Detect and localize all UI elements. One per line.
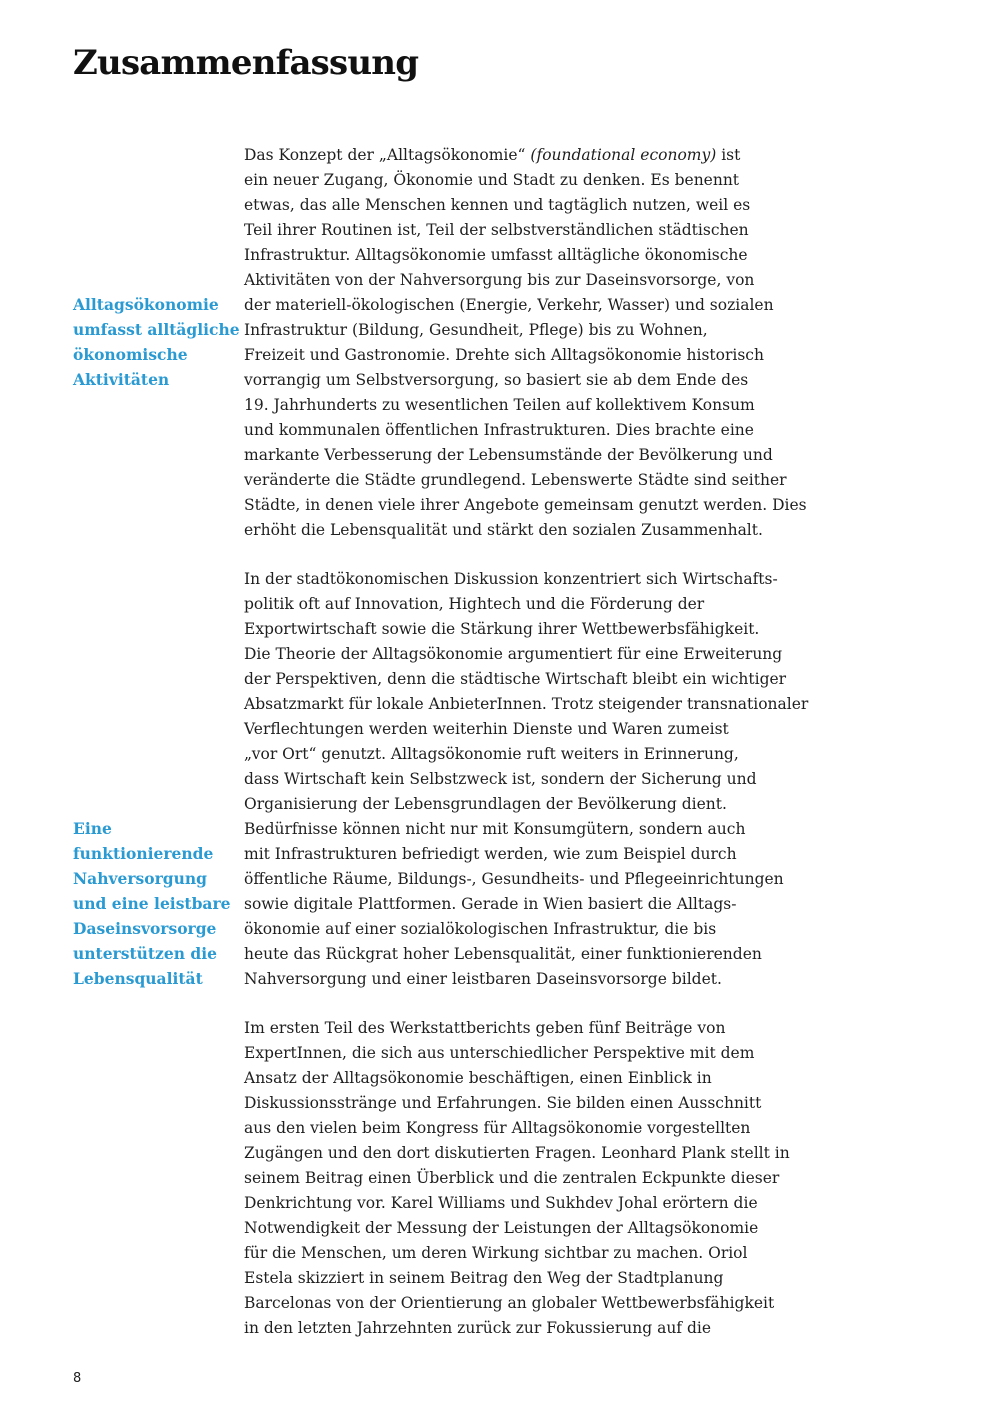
text-line: Estela skizziert in seinem Beitrag den Weg der Stadtplanung [244, 1269, 724, 1287]
text-line: Denkrichtung vor. Karel Williams und Sukhdev Johal erörtern die [244, 1194, 758, 1212]
text-line: Zugängen und den dort diskutierten Fragen. Leonhard Plank stellt in [244, 1144, 790, 1162]
sidenote-line: funktionierende [73, 844, 214, 863]
text-line: öffentliche Räume, Bildungs-, Gesundheits- und Pflegeeinrichtungen [244, 870, 784, 888]
text-line: ExpertInnen, die sich aus unterschiedlicher Perspektive mit dem [244, 1044, 755, 1062]
text-line: Infrastruktur. Alltagsökonomie umfasst alltägliche ökonomische [244, 246, 748, 264]
text-line: Exportwirtschaft sowie die Stärkung ihrer Wettbewerbsfähigkeit. [244, 620, 760, 638]
sidenote-line: ökonomische [73, 345, 188, 364]
text-line: der materiell-ökologischen (Energie, Verkehr, Wasser) und sozialen [244, 296, 774, 314]
text-line: Organisierung der Lebensgrundlagen der Bevölkerung dient. [244, 795, 727, 813]
text-line: Die Theorie der Alltagsökonomie argumentiert für eine Erweiterung [244, 645, 783, 663]
text-line: in den letzten Jahrzehnten zurück zur Fokussierung auf die [244, 1319, 712, 1337]
page-number: 8 [73, 1371, 82, 1386]
text-segment: Das Konzept der „Alltagsökonomie“ [244, 146, 531, 164]
paragraph-discussion [244, 567, 808, 992]
text-line: erhöht die Lebensqualität und stärkt den sozialen Zusammenhalt. [244, 521, 763, 539]
text-line: Bedürfnisse können nicht nur mit Konsumgütern, sondern auch [244, 820, 746, 838]
sidenote-alltagsoekonomie [73, 292, 240, 392]
text-line: für die Menschen, um deren Wirkung sichtbar zu machen. Oriol [244, 1244, 748, 1262]
paragraph-concept [244, 143, 807, 543]
text-line: mit Infrastrukturen befriedigt werden, wie zum Beispiel durch [244, 845, 737, 863]
text-line: Ansatz der Alltagsökonomie beschäftigen, einen Einblick in [244, 1069, 712, 1087]
text-line: aus den vielen beim Kongress für Alltagsökonomie vorgestellten [244, 1119, 751, 1137]
text-line: „vor Ort“ genutzt. Alltagsökonomie ruft weiters in Erinnerung, [244, 745, 739, 763]
text-line: markante Verbesserung der Lebensumstände der Bevölkerung und [244, 446, 773, 464]
text-line: veränderte die Städte grundlegend. Lebenswerte Städte sind seither [244, 471, 787, 489]
text-line: Notwendigkeit der Messung der Leistungen der Alltagsökonomie [244, 1219, 759, 1237]
text-line: vorrangig um Selbstversorgung, so basiert sie ab dem Ende des [244, 371, 749, 389]
page-title: Zusammenfassung [73, 43, 419, 83]
text-line: sowie digitale Plattformen. Gerade in Wien basiert die Alltags- [244, 895, 737, 913]
text-line: Aktivitäten von der Nahversorgung bis zur Daseinsvorsorge, von [244, 271, 755, 289]
text-line: ökonomie auf einer sozialökologischen Infrastruktur, die bis [244, 920, 717, 938]
sidenote-line: Aktivitäten [73, 370, 170, 389]
text-line: etwas, das alle Menschen kennen und tagtäglich nutzen, weil es [244, 196, 751, 214]
sidenote-line: Nahversorgung [73, 869, 207, 888]
text-line: Im ersten Teil des Werkstattberichts geben fünf Beiträge von [244, 1019, 726, 1037]
text-line [244, 143, 807, 168]
sidenote-line: Daseinsvorsorge [73, 919, 217, 938]
text-segment: ist [716, 146, 741, 164]
text-line: Nahversorgung und einer leistbaren Daseinsvorsorge bildet. [244, 970, 722, 988]
text-line: seinem Beitrag einen Überblick und die zentralen Eckpunkte dieser [244, 1169, 780, 1187]
text-line: Diskussionsstränge und Erfahrungen. Sie bilden einen Ausschnitt [244, 1094, 762, 1112]
text-line: dass Wirtschaft kein Selbstzweck ist, sondern der Sicherung und [244, 770, 757, 788]
sidenote-line: und eine leistbare [73, 894, 231, 913]
text-line: Barcelonas von der Orientierung an globaler Wettbewerbsfähigkeit [244, 1294, 775, 1312]
sidenote-line: Lebensqualität [73, 969, 203, 988]
sidenote-line: Eine [73, 819, 112, 838]
text-line: politik oft auf Innovation, Hightech und die Förderung der [244, 595, 705, 613]
paragraph-report-overview [244, 1016, 790, 1341]
text-line: Freizeit und Gastronomie. Drehte sich Alltagsökonomie historisch [244, 346, 764, 364]
text-line: Städte, in denen viele ihrer Angebote gemeinsam genutzt werden. Dies [244, 496, 807, 514]
text-line: 19. Jahrhunderts zu wesentlichen Teilen auf kollektivem Konsum [244, 396, 755, 414]
text-line: und kommunalen öffentlichen Infrastrukturen. Dies brachte eine [244, 421, 754, 439]
text-line: Verflechtungen werden weiterhin Dienste und Waren zumeist [244, 720, 729, 738]
text-line: ein neuer Zugang, Ökonomie und Stadt zu denken. Es benennt [244, 171, 740, 189]
text-line: In der stadtökonomischen Diskussion konzentriert sich Wirtschafts- [244, 570, 778, 588]
italic-term: (foundational economy) [530, 146, 717, 164]
sidenote-line: Alltagsökonomie [73, 295, 219, 314]
sidenote-nahversorgung [73, 816, 233, 991]
sidenote-line: unterstützen die [73, 944, 217, 963]
text-line: Absatzmarkt für lokale AnbieterInnen. Trotz steigender transnationaler [244, 695, 809, 713]
text-line: Infrastruktur (Bildung, Gesundheit, Pflege) bis zu Wohnen, [244, 321, 708, 339]
text-line: der Perspektiven, denn die städtische Wirtschaft bleibt ein wichtiger [244, 670, 787, 688]
text-line: heute das Rückgrat hoher Lebensqualität, einer funktionierenden [244, 945, 762, 963]
sidenote-line: umfasst alltägliche [73, 320, 240, 339]
text-line: Teil ihrer Routinen ist, Teil der selbstverständlichen städtischen [244, 221, 749, 239]
